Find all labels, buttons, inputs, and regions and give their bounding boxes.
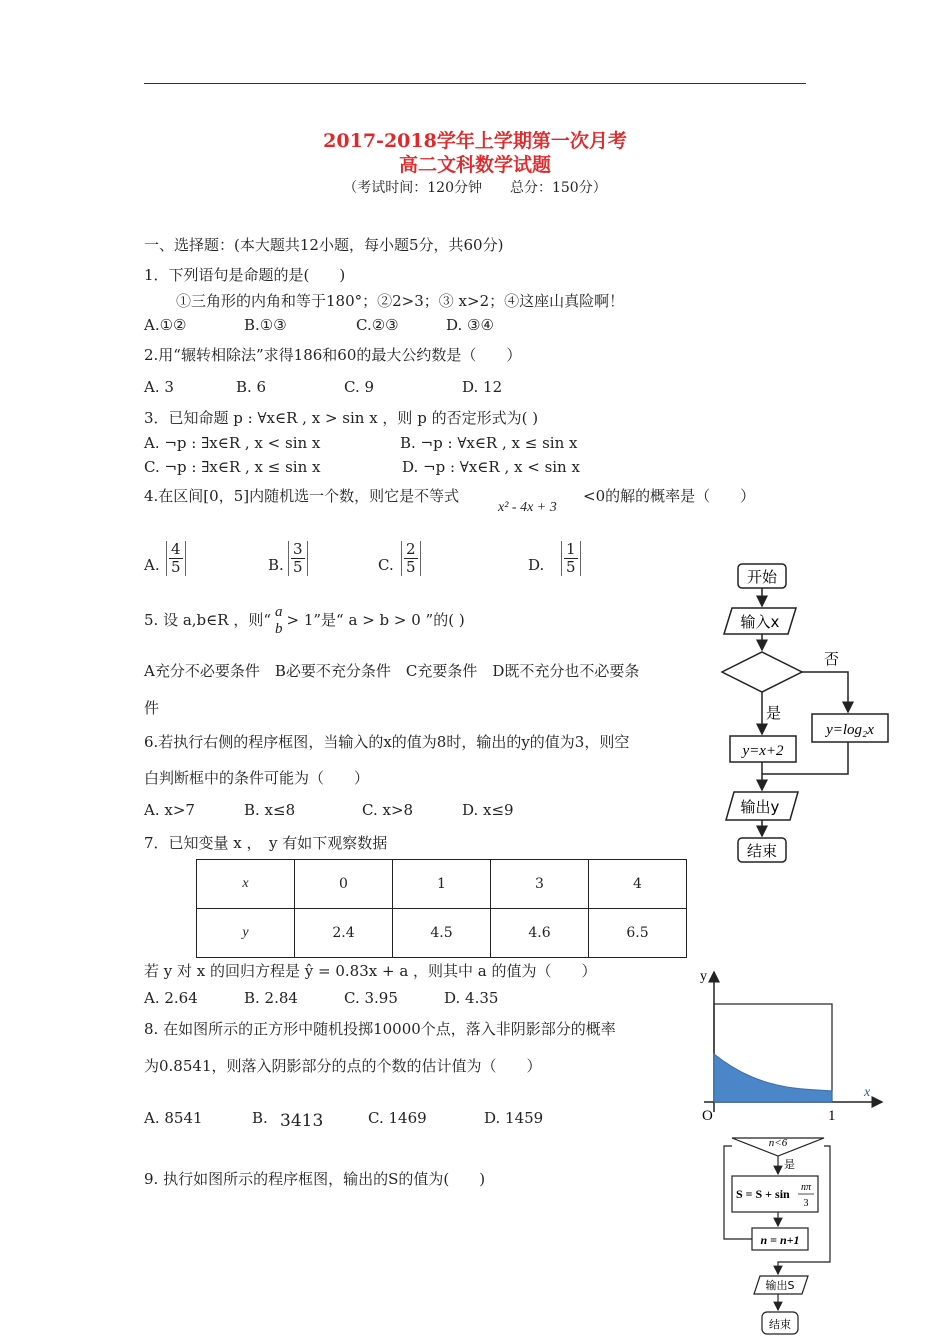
frac-den: 5 (293, 558, 303, 576)
q7-regression: 若 y 对 x 的回归方程是 ŷ = 0.83x + a ，则其中 a 的值为（ ） (144, 962, 597, 980)
q5-options-line1: A充分不必要条件 B必要不充分条件 C充要条件 D既不充分也不必要条 (144, 662, 640, 680)
q9-stem: 9. 执行如图所示的程序框图，输出的S的值为( ) (144, 1170, 486, 1188)
q4-expression: x² - 4x + 3 (498, 500, 557, 515)
square-figure (694, 962, 894, 1126)
table-cell: y (197, 909, 295, 958)
q4-option-a-label: A. (144, 556, 160, 574)
q7-option-a: A. 2.64 (144, 989, 198, 1007)
table-cell: 1 (393, 860, 491, 909)
table-cell: 2.4 (295, 909, 393, 958)
yes-branch-expr: y=x+2 (742, 743, 784, 759)
table-row (197, 860, 687, 909)
q1-items: ①三角形的内角和等于180°；②2>3；③ x>2；④这座山真险啊！ (176, 292, 625, 310)
q1-option-b: B.①③ (244, 316, 287, 334)
no-label: 否 (824, 650, 840, 668)
q5-den: b (275, 621, 283, 637)
q7-option-c: C. 3.95 (344, 989, 398, 1007)
title-line1: 2017-2018学年上学期第一次月考 (323, 130, 627, 152)
frac-num: 2 (406, 540, 416, 558)
s-frac-den: 3 (803, 1198, 809, 1209)
table-cell: 4 (589, 860, 687, 909)
output-label: 输出S (765, 1279, 795, 1292)
q1-stem: 1．下列语句是命题的是( ) (144, 266, 346, 284)
start-label: 开始 (746, 568, 778, 586)
table-cell: 6.5 (589, 909, 687, 958)
frac-num: 3 (293, 540, 303, 558)
q8-option-c: C. 1469 (368, 1109, 427, 1127)
output-label: 输出y (740, 798, 780, 816)
q2-option-c: C. 9 (344, 378, 375, 396)
q4-option-c-label: C. (378, 556, 394, 574)
q1-option-a: A.①② (144, 316, 187, 334)
exam-info: （考试时间：120分钟 总分：150分） (343, 180, 607, 196)
frac-den: 5 (406, 558, 416, 576)
q4-option-d-label: D. (528, 556, 545, 574)
flowchart-1 (716, 558, 900, 868)
table-cell: 4.5 (393, 909, 491, 958)
q2-option-a: A. 3 (144, 378, 174, 396)
q2-option-d: D. 12 (462, 378, 503, 396)
q6-stem-line1: 6.若执行右侧的程序框图，当输入的x的值为8时，输出的y的值为3，则空 (144, 733, 630, 751)
q8-option-b-value: 3413 (280, 1111, 324, 1131)
q8-option-b-label: B. (252, 1109, 268, 1127)
q3-stem: 3．已知命题 p : ∀x∈R , x > sin x ，则 p 的否定形式为( ) (144, 409, 539, 427)
q4-option-d-frac (561, 541, 581, 576)
table-cell: 0 (295, 860, 393, 909)
table-row (197, 909, 687, 958)
q6-option-a: A. x>7 (144, 801, 195, 819)
q1-option-d: D. ③④ (446, 316, 494, 334)
input-label: 输入x (740, 613, 780, 631)
q4-option-b-label: B. (268, 556, 284, 574)
top-rule (144, 83, 806, 84)
q8-option-d: D. 1459 (484, 1109, 544, 1127)
decision-node (722, 652, 802, 692)
q3-option-c: C. ¬p : ∃x∈R , x ≤ sin x (144, 458, 321, 476)
end-label: 结束 (746, 842, 778, 860)
table-cell: x (197, 860, 295, 909)
y-axis-label: y (700, 969, 707, 984)
frac-num: 4 (171, 540, 181, 558)
q4-stem-pre: 4.在区间[0，5]内随机选一个数，则它是不等式 (144, 487, 460, 505)
q6-stem-line2: 白判断框中的条件可能为（ ） (144, 769, 370, 787)
q7-option-b: B. 2.84 (244, 989, 298, 1007)
q4-option-c-frac (401, 541, 421, 576)
q8-stem-line2: 为0.8541，则落入阴影部分的点的个数的估计值为（ ） (144, 1057, 542, 1075)
shaded-region (714, 1054, 832, 1102)
section-heading: 一、选择题：(本大题共12小题，每小题5分，共60分) (144, 236, 504, 254)
table-cell: 4.6 (491, 909, 589, 958)
title-line2: 高二文科数学试题 (398, 154, 551, 176)
q5-fraction (273, 604, 285, 638)
s-frac-num: nπ (800, 1182, 812, 1193)
flowchart-2 (718, 1134, 838, 1342)
q6-option-c: C. x>8 (362, 801, 414, 819)
yes-label: 是 (766, 704, 782, 722)
one-label: 1 (828, 1108, 836, 1124)
q4-option-b-frac (288, 541, 308, 576)
q3-option-a: A. ¬p : ∃x∈R , x < sin x (144, 434, 321, 452)
q3-option-d: D. ¬p : ∀x∈R , x < sin x (402, 458, 580, 476)
q3-option-b: B. ¬p : ∀x∈R , x ≤ sin x (400, 434, 578, 452)
n-update-expr: n = n+1 (760, 1233, 800, 1247)
table-cell: 3 (491, 860, 589, 909)
q5-pre: 5. 设 a,b∈R ，则“ (144, 611, 271, 629)
q6-option-b: B. x≤8 (244, 801, 296, 819)
q5-stem (144, 604, 465, 638)
q2-stem: 2.用“辗转相除法”求得186和60的最大公约数是（ ） (144, 346, 522, 364)
q6-option-d: D. x≤9 (462, 801, 514, 819)
q4-stem-post: <0的解的概率是（ ） (583, 487, 756, 505)
end-label: 结束 (769, 1318, 791, 1331)
frac-den: 5 (171, 558, 181, 576)
q2-option-b: B. 6 (236, 378, 267, 396)
yes-label: 是 (784, 1158, 795, 1171)
frac-num: 1 (566, 540, 576, 558)
s-update-expr: S = S + sin (736, 1187, 790, 1201)
x-axis-label: x (864, 1085, 871, 1100)
q8-stem-line1: 8. 在如图所示的正方形中随机投掷10000个点，落入非阴影部分的概率 (144, 1020, 616, 1038)
q4-option-a-frac (166, 541, 186, 576)
frac-den: 5 (566, 558, 576, 576)
q8-option-a: A. 8541 (144, 1109, 203, 1127)
no-branch-expr: y=log₂x (826, 722, 874, 738)
origin-label: O (702, 1108, 713, 1124)
q1-option-c: C.②③ (356, 316, 399, 334)
q5-mid: > 1”是“ a > b > 0 ”的( ) (286, 611, 465, 629)
q7-option-d: D. 4.35 (444, 989, 499, 1007)
q5-num: a (275, 604, 283, 620)
q7-stem: 7．已知变量 x ， y 有如下观察数据 (144, 834, 388, 852)
q5-options-line2: 件 (144, 699, 160, 717)
observation-table (196, 859, 687, 958)
condition-label: n<6 (768, 1137, 788, 1149)
